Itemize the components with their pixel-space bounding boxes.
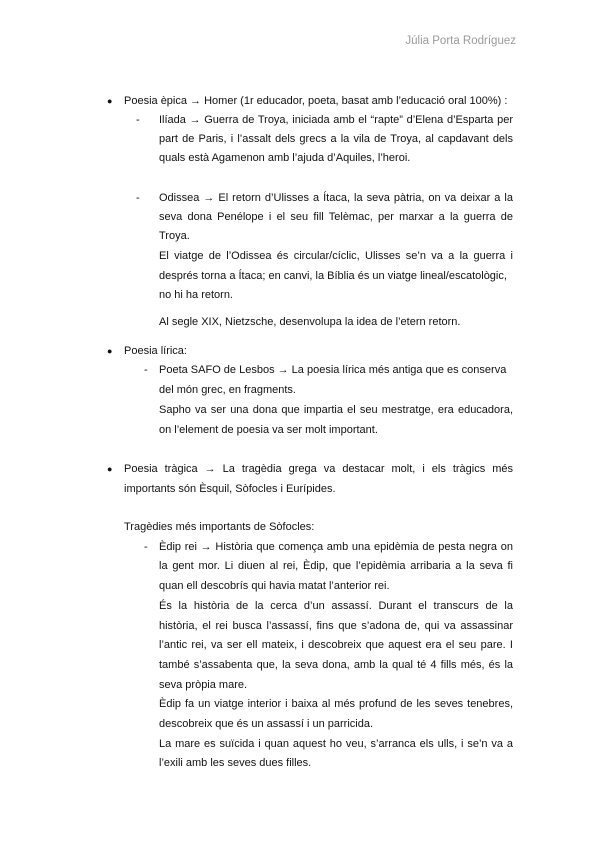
edip-line: Èdip rei → Història que comença amb una epidèmia de pesta negra on	[159, 541, 513, 553]
edip-line: quan ell descobrís qui havia matat l’anterior rei.	[159, 580, 390, 592]
dash-icon: -	[144, 541, 148, 553]
lirica-heading: Poesia lírica:	[124, 345, 187, 357]
author-header: Júlia Porta Rodríguez	[405, 35, 516, 47]
tragica-heading: Poesia tràgica → La tragèdia grega va destacar molt, i els tràgics més	[124, 463, 513, 475]
nietzsche-line: Al segle XIX, Nietzsche, desenvolupa la idea de l’etern retorn.	[159, 316, 461, 328]
mare-line: l’exili amb les seves dues filles.	[159, 757, 312, 769]
cerca-line: seva pròpia mare.	[159, 679, 248, 691]
tragica-subheading: Tragèdies més importants de Sòfocles:	[124, 521, 315, 533]
iliada-line: Ilíada → Guerra de Troya, iniciada amb el “rapte” d’Elena d’Esparta per	[159, 114, 513, 126]
cerca-line: És la història de la cerca d’un assassí. Durant el transcurs de la	[159, 600, 513, 612]
dash-icon: -	[136, 192, 140, 204]
safo-line: Poeta SAFO de Lesbos → La poesia lírica més antiga que es conserva	[159, 364, 507, 376]
mare-line: La mare es suïcida i quan aquest ho veu, s’arranca els ulls, i se’n va a	[159, 738, 513, 750]
sapho-line: Sapho va ser una dona que impartia el seu mestratge, era educadora,	[159, 404, 513, 416]
bullet-icon: ●	[107, 96, 113, 106]
safo-line: del món grec, en fragments.	[159, 384, 296, 396]
cerca-line: història, el rei busca l’assassí, fins que s’adona de, qui va assassinar	[159, 620, 513, 632]
viatge-interior-line: descobreix que és un assassí i un parricida.	[159, 718, 374, 730]
dash-icon: -	[136, 114, 140, 126]
bullet-icon: ●	[107, 464, 113, 474]
odissea-line: Odissea → El retorn d’Ulisses a Ítaca, la seva pàtria, on va deixar a la	[159, 192, 513, 204]
viatge-line: El viatge de l’Odissea és circular/cíclic, Ulisses se’n va a la guerra i	[159, 250, 513, 262]
iliada-line: quals està Agamenon amb l’ajuda d’Aquiles, l’heroi.	[159, 152, 411, 164]
viatge-line: no hi ha retorn.	[159, 289, 233, 301]
odissea-line: Troya.	[159, 230, 190, 242]
viatge-line: després torna a Ítaca; en canvi, la Bíblia és un viatge lineal/escatològic,	[159, 270, 507, 282]
iliada-line: part de Paris, i l’assalt dels grecs a la vila de Troya, al capdavant dels	[159, 133, 513, 145]
odissea-line: seva dona Penélope i el seu fill Telèmac, per marxar a la guerra de	[159, 211, 513, 223]
tragica-heading: importants són Èsquil, Sòfocles i Eurípides.	[124, 483, 336, 495]
dash-icon: -	[144, 364, 148, 376]
cerca-line: l’antic rei, va ser ell mateix, i descobreix que aquest era el seu pare. I	[159, 639, 513, 651]
bullet-icon: ●	[107, 346, 113, 356]
edip-line: la gent mor. Li diuen al rei, Èdip, que l’epidèmia arribaria a la seva fi	[159, 560, 513, 572]
viatge-interior-line: Èdip fa un viatge interior i baixa al més profund de les seves tenebres,	[159, 698, 513, 710]
epica-heading: Poesia èpica → Homer (1r educador, poeta, basat amb l’educació oral 100%) :	[124, 95, 508, 107]
cerca-line: també s’assabenta que, la seva dona, amb la qual té 4 fills més, és la	[159, 659, 513, 671]
sapho-line: on l’element de poesia va ser molt important.	[159, 424, 378, 436]
